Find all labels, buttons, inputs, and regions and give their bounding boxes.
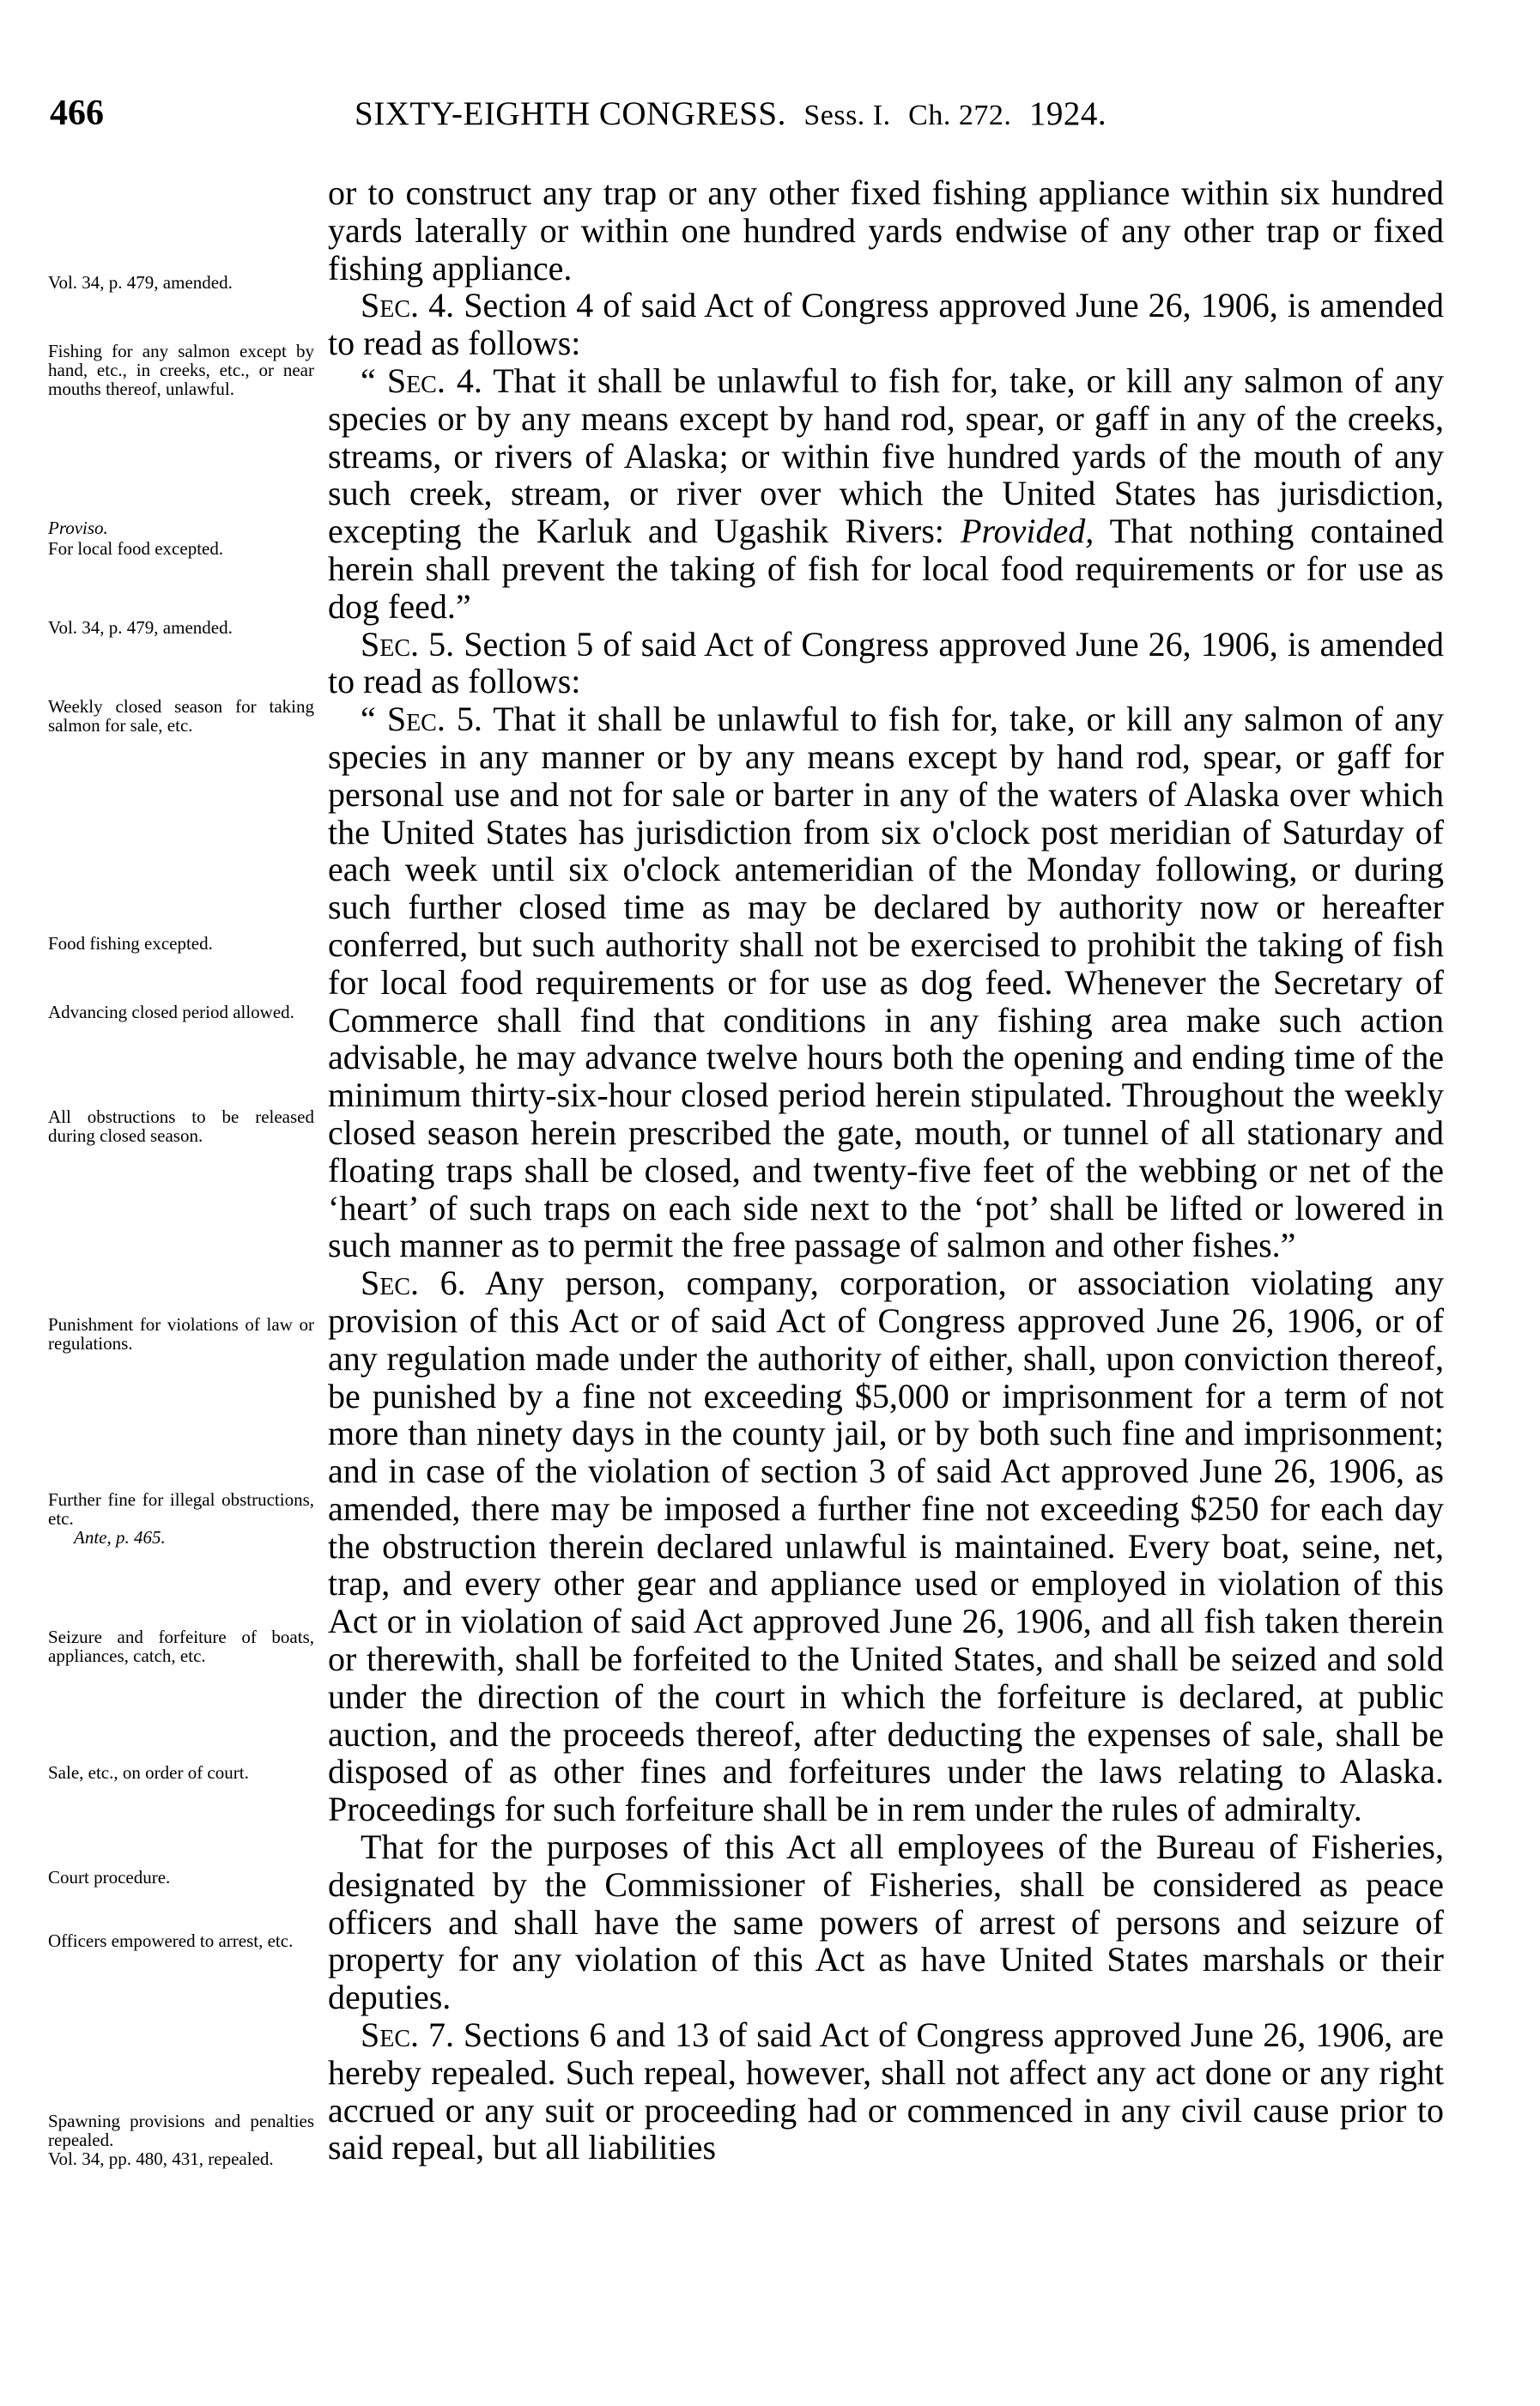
statute-text	[328, 174, 1444, 2167]
sidenote-vol34-amended-2: Vol. 34, p. 479, amended.	[48, 617, 233, 638]
year-label: 1924.	[1028, 95, 1107, 132]
sidenote-further-fine: Further fine for illegal obstructions, etc.	[48, 1489, 314, 1529]
section-5-quoted: “ Sec. 5. That it shall be unlawful to fish for, take, or kill any salmon of any species in any manner or by any means except by hand rod, spear, or gaff for personal use and not for sale or barter in any of the waters of Alaska over which the United States has jurisdiction from six o'clock post meridian of Saturday of each week until six o'clock antemeridian of the Monday following, or during such further closed time as may be declared by authority now or hereafter conferred, but such authority shall not be exercised to prohibit the taking of fish for local food requirements or for use as dog feed. Whenever the Secretary of Commerce shall find that conditions in any fishing area make such action advisable, he may advance twelve hours both the opening and ending time of the minimum thirty-six-hour closed period herein stipulated. Throughout the weekly closed season herein prescribed the gate, mouth, or tunnel of all stationary and floating traps shall be closed, and twenty-five feet of the webbing or net of the ‘heart’ of such traps on each side next to the ‘pot’ shall be lifted or lowered in such manner as to permit the free passage of salmon and other fishes.”	[328, 700, 1444, 1265]
sidenote-local-food: For local food excepted.	[48, 538, 224, 559]
page-number: 466	[50, 94, 104, 133]
paragraph-continued: or to construct any trap or any other fixed fishing appliance within six hundred yards laterally or within one hundred yards endwise of any other trap or fixed fishing appliance.	[328, 173, 1444, 288]
sidenote-proviso: Proviso.	[48, 518, 108, 538]
section-5-label: Sec. 5.	[361, 624, 455, 664]
section-5: Sec. 5. Section 5 of said Act of Congress approved June 26, 1906, is amended to read as follows:	[328, 624, 1444, 701]
officers-paragraph: That for the purposes of this Act all employees of the Bureau of Fisheries, designated by the Commissioner of Fisheries, shall be considered as peace officers and shall have the same powers of arrest of persons and seizure of property for any violation of this Act as have United States marshals or their deputies.	[328, 1827, 1444, 2017]
section-4: Sec. 4. Section 4 of said Act of Congress approved June 26, 1906, is amended to read as follows:	[328, 286, 1444, 363]
section-7: Sec. 7. Sections 6 and 13 of said Act of Congress approved June 26, 1906, are hereby repealed. Such repeal, however, shall not affect any act done or any right accrued or any suit or proceeding had or commenced in any civil cause prior to said repeal, but all liabilities	[328, 2015, 1444, 2167]
sidenote-ante: Ante, p. 465.	[74, 1527, 166, 1548]
sidenote-obstructions: All obstructions to be released during closed season.	[48, 1106, 314, 1146]
section-6-label: Sec. 6.	[361, 1264, 466, 1303]
margin-notes	[48, 0, 314, 2406]
sidenote-food-fishing: Food fishing excepted.	[48, 933, 213, 954]
section-7-label: Sec. 7.	[361, 2015, 454, 2055]
section-4-label: Sec. 4.	[361, 286, 455, 325]
sidenote-court-procedure: Court procedure.	[48, 1867, 171, 1888]
sidenote-officers: Officers empowered to arrest, etc.	[48, 1930, 294, 1951]
provided-word: Provided,	[961, 512, 1094, 551]
chapter-label: Ch. 272.	[908, 100, 1012, 131]
section-4-quoted: “ Sec. 4. That it shall be unlawful to fish for, take, or kill any salmon of any species or by any means except by hand rod, spear, or gaff in any of the creeks, streams, or rivers of Alaska; or within five hundred yards of the mouth of any such creek, stream, or river over which the United States has jurisdiction, excepting the Karluk and Ugashik Rivers: Provided, That nothing contained herein shall prevent the taking of fish for local food requirements or for use as dog feed.”	[328, 361, 1444, 626]
sidenote-punishment: Punishment for violations of law or regulations.	[48, 1314, 314, 1354]
section-6: Sec. 6. Any person, company, corporation, or association violating any provision of this Act or of said Act of Congress approved June 26, 1906, or of any regulation made under the authority of either, shall, upon conviction thereof, be punished by a fine not exceeding $5,000 or imprisonment for a term of not more than ninety days in the county jail, or by both such fine and imprisonment; and in case of the violation of section 3 of said Act approved June 26, 1906, as amended, there may be imposed a further fine not exceeding $250 for each day the obstruction therein declared unlawful is maintained. Every boat, seine, net, trap, and every other gear and appliance used or employed in violation of this Act or in violation of said Act approved June 26, 1906, and all fish taken therein or therewith, shall be forfeited to the United States, and shall be seized and sold under the direction of the court in which the forfeiture is declared, at public auction, and the proceeds thereof, after deducting the expenses of sale, shall be disposed of as other fines and forfeitures under the laws relating to Alaska. Proceedings for such forfeiture shall be in rem under the rules of admiralty.	[328, 1264, 1444, 1829]
sidenote-vol34-amended: Vol. 34, p. 479, amended.	[48, 272, 233, 293]
sidenote-advancing-period: Advancing closed period allowed.	[48, 1002, 294, 1022]
sidenote-sale: Sale, etc., on order of court.	[48, 1762, 249, 1783]
running-head	[355, 94, 1106, 133]
session-label: Sess. I.	[803, 100, 891, 131]
sidenote-vol34-repealed: Vol. 34, pp. 480, 431, repealed.	[48, 2148, 274, 2169]
section-5-quoted-label: Sec. 5.	[386, 700, 482, 739]
sidenote-fishing-salmon: Fishing for any salmon except by hand, etc., in creeks, etc., or near mouths thereof, unlawful.	[48, 341, 314, 399]
sidenote-spawning: Spawning provisions and penalties repealed.	[48, 2111, 314, 2150]
section-4-quoted-label: Sec. 4.	[386, 361, 482, 400]
sidenote-seizure: Seizure and forfeiture of boats, appliances, catch, etc.	[48, 1627, 314, 1666]
sidenote-weekly-closed-season: Weekly closed season for taking salmon for sale, etc.	[48, 696, 314, 736]
congress-title: SIXTY-EIGHTH CONGRESS.	[355, 95, 786, 132]
